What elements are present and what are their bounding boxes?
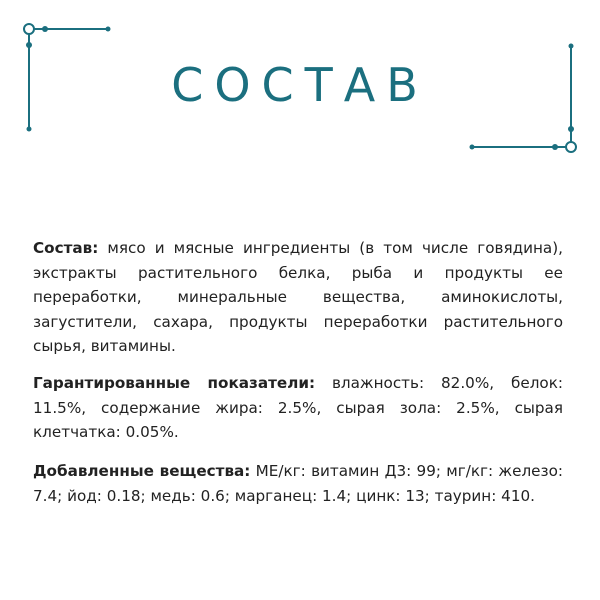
added-substances-text: МЕ/кг: витамин Д3: 99; мг/кг: железо: 7.4; йод: 0.18; медь: 0.6; марганец: 1.4; цинк: 13; таурин: 410. xyxy=(33,462,563,505)
guaranteed-indicators-heading: Гарантированные показатели: xyxy=(33,374,316,392)
composition-section xyxy=(33,236,563,359)
added-substances-heading: Добавленные вещества: xyxy=(33,462,251,480)
composition-text: мясо и мясные ингредиенты (в том числе говядина), экстракты растительного белка, рыба и продукты ее переработки, минеральные вещества, аминокислоты, загустители, сахара, продукты переработки растительного сырья, витамины. xyxy=(33,239,563,355)
composition-heading: Состав: xyxy=(33,239,99,257)
page-title: СОСТАВ xyxy=(171,58,429,112)
guaranteed-indicators-section xyxy=(33,371,563,445)
guaranteed-indicators-text: влажность: 82.0%, белок: 11.5%, содержание жира: 2.5%, сырая зола: 2.5%, сырая клетчатка: 0.05%. xyxy=(33,374,563,441)
added-substances-section xyxy=(33,459,563,508)
